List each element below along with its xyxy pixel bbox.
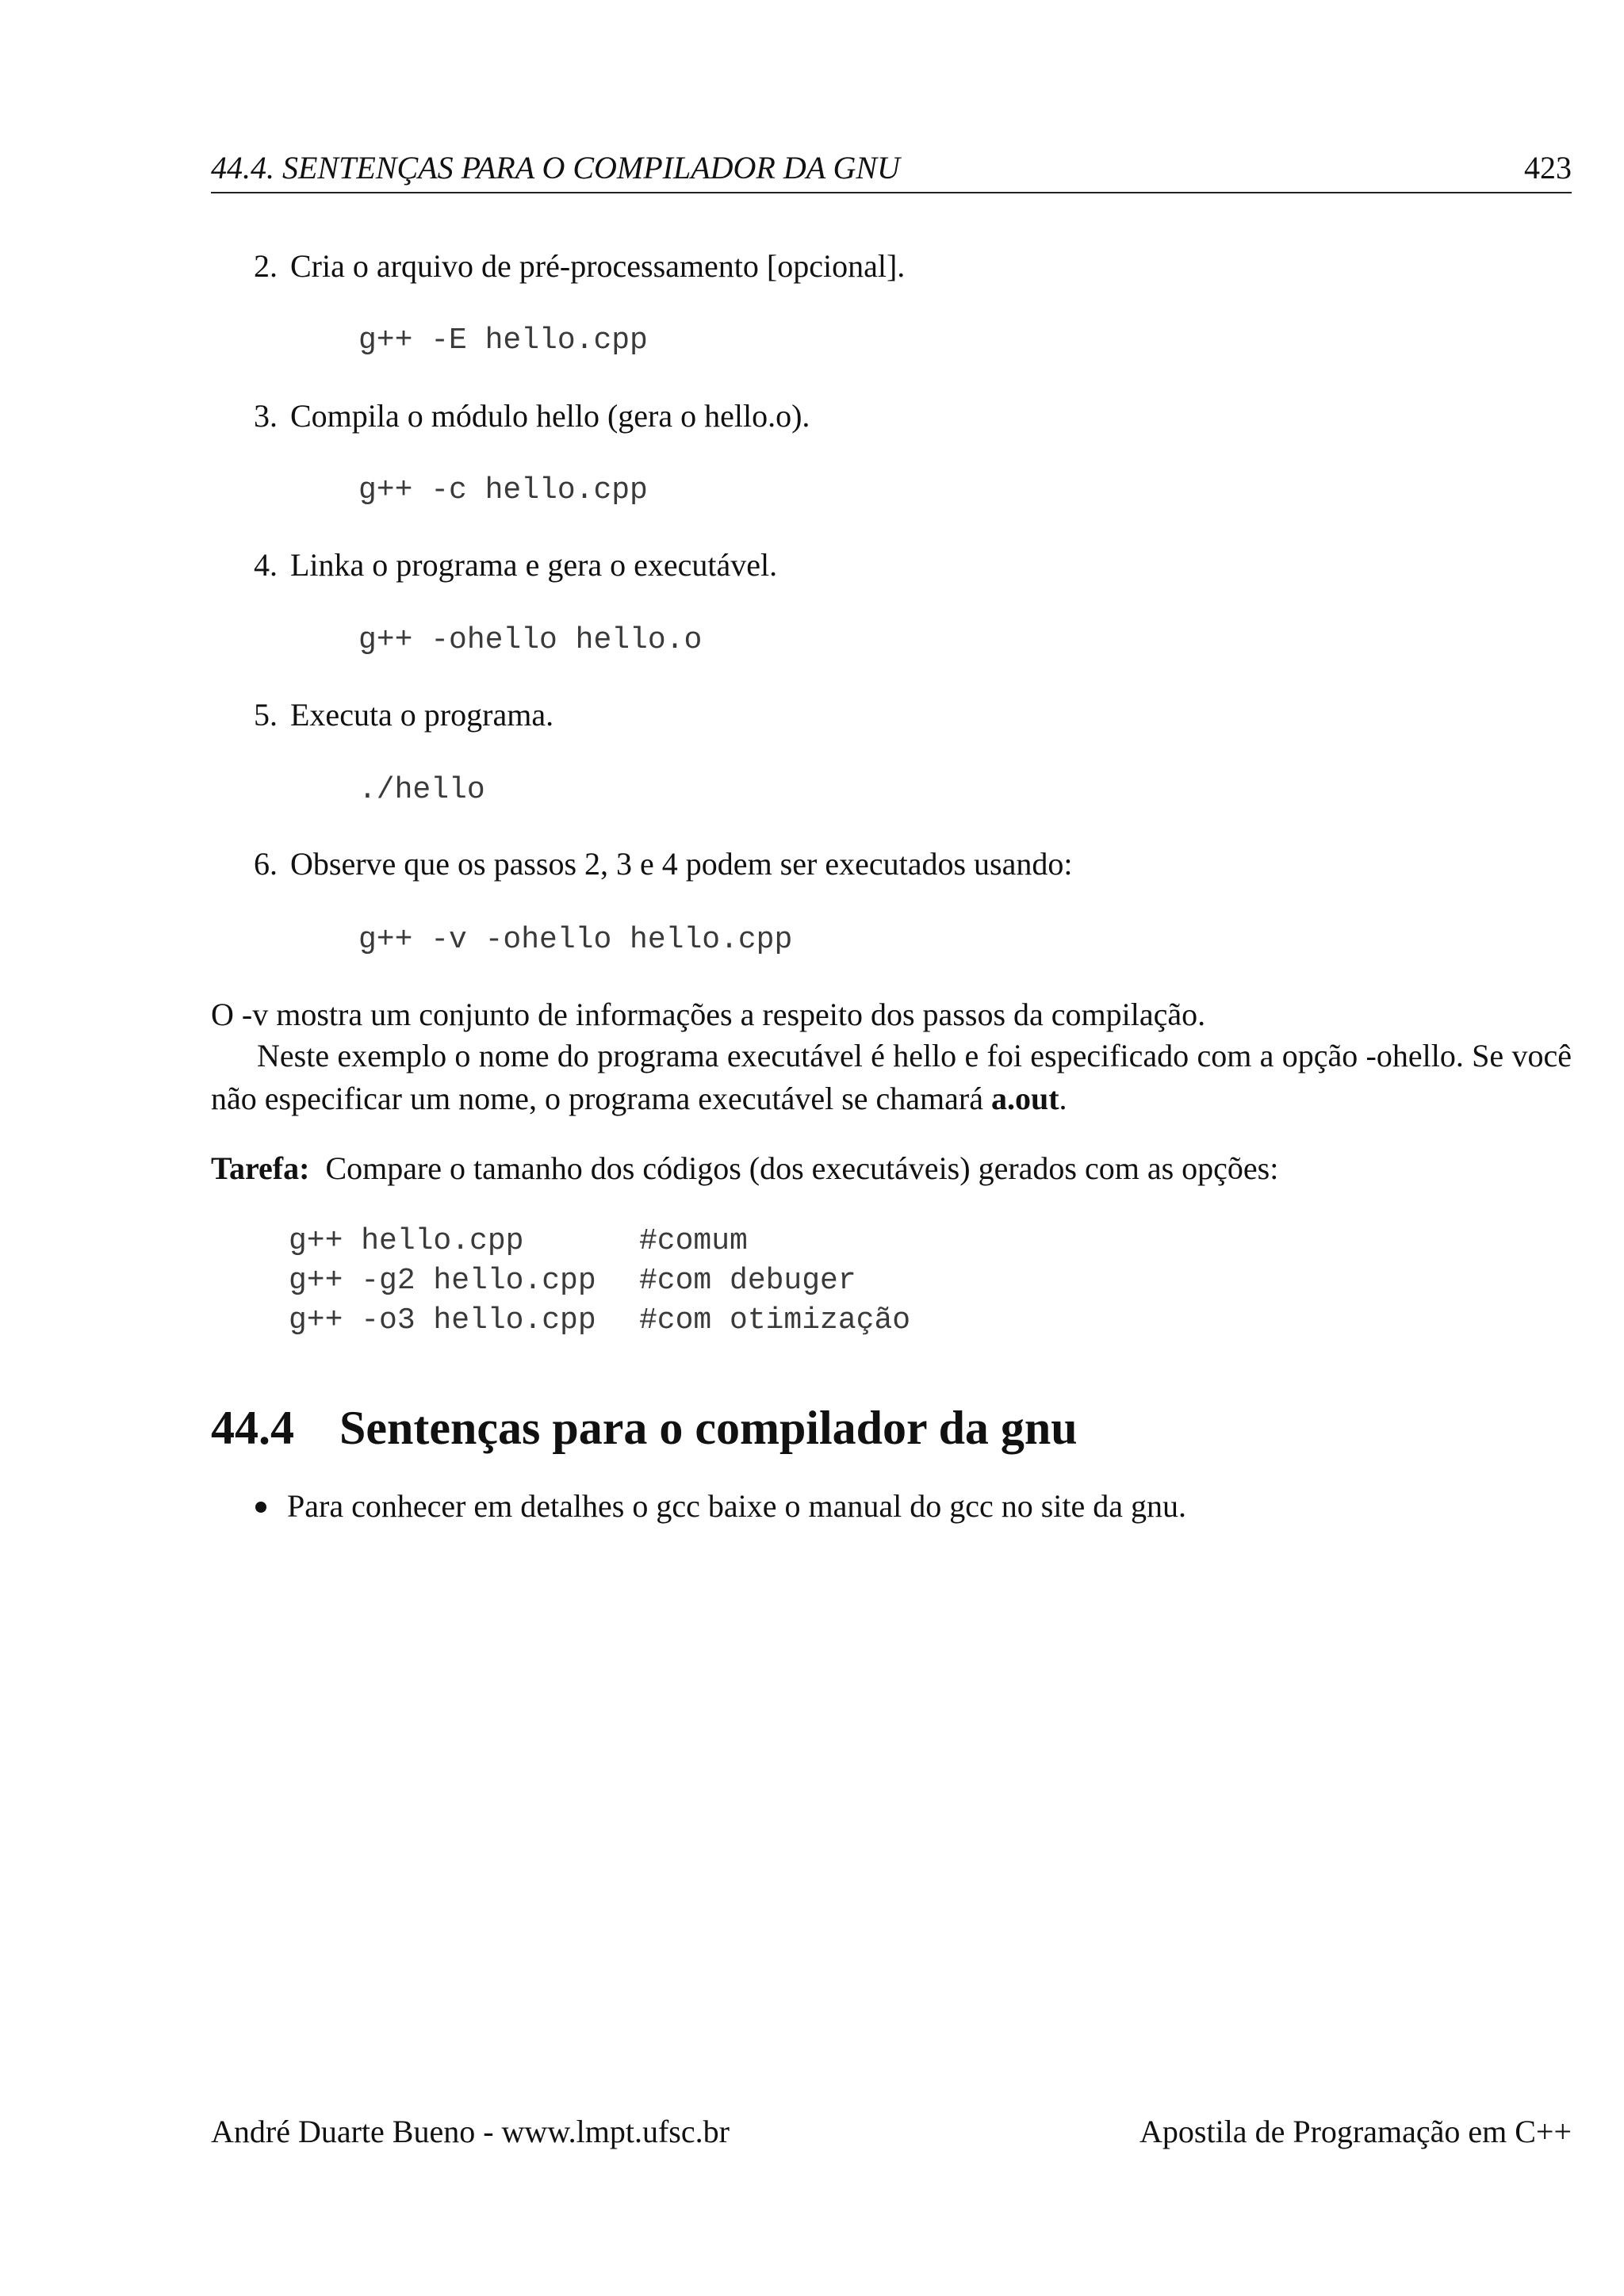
page-number: 423: [1524, 150, 1572, 186]
step-number: 6.: [254, 846, 278, 882]
list-item-step-3: [211, 396, 810, 436]
task-paragraph: [211, 1147, 1572, 1190]
bullet-dot-icon: [255, 1502, 266, 1513]
step-number: 3.: [254, 398, 278, 434]
task-label: Tarefa:: [211, 1150, 310, 1186]
step-number: 5.: [254, 697, 278, 733]
code-line: ./hello: [358, 773, 485, 807]
step-number: 4.: [254, 547, 278, 583]
footer-author: André Duarte Bueno - www.lmpt.ufsc.br: [211, 2114, 730, 2149]
list-item-step-5: [211, 695, 553, 735]
code-command: g++ -o3 hello.cpp: [289, 1303, 596, 1337]
paragraph-verbose-note: O -v mostra um conjunto de informações a respeito dos passos da compilação.: [211, 997, 1206, 1032]
task-text: Compare o tamanho dos códigos (dos executáveis) gerados com as opções:: [325, 1150, 1279, 1186]
code-line: g++ -c hello.cpp: [358, 473, 648, 507]
header-rule: [211, 192, 1572, 193]
section-title: Sentenças para o compilador da gnu: [339, 1402, 1078, 1454]
output-filename: a.out: [990, 1081, 1059, 1116]
code-line: g++ -ohello hello.o: [358, 623, 703, 657]
step-text: Compila o módulo hello (gera o hello.o).: [290, 398, 810, 434]
step-text: Linka o programa e gera o executável.: [290, 547, 778, 583]
code-line: g++ -v -ohello hello.cpp: [358, 923, 793, 957]
code-comment: #comum: [639, 1224, 748, 1258]
footer-book-title: Apostila de Programação em C++: [1139, 2114, 1572, 2149]
list-item-step-4: [211, 545, 777, 585]
paragraph-example: [211, 1035, 1572, 1120]
running-header-title: 44.4. SENTENÇAS PARA O COMPILADOR DA GNU: [211, 150, 900, 186]
running-header: [211, 149, 1572, 187]
step-text: Cria o arquivo de pré-processamento [opcional].: [290, 248, 906, 284]
code-comment: #com debuger: [639, 1264, 856, 1298]
section-number: 44.4: [211, 1402, 294, 1454]
code-line: g++ -E hello.cpp: [358, 323, 648, 358]
bullet-item: [255, 1487, 1186, 1526]
step-text: Observe que os passos 2, 3 e 4 podem ser executados usando:: [290, 846, 1073, 882]
section-heading: [211, 1399, 1078, 1456]
paragraph-example-text: Neste exemplo o nome do programa executável é hello e foi especificado com a opção -ohello. Se você não especificar um nome, o programa executável se chamará: [211, 1038, 1572, 1116]
list-item-step-6: [211, 844, 1072, 884]
code-command: g++ hello.cpp: [289, 1224, 524, 1258]
code-command: g++ -g2 hello.cpp: [289, 1264, 596, 1298]
bullet-text: Para conhecer em detalhes o gcc baixe o manual do gcc no site da gnu.: [287, 1488, 1187, 1524]
code-comment: #com otimização: [639, 1303, 911, 1337]
paragraph-example-end: .: [1059, 1081, 1067, 1116]
step-number: 2.: [254, 248, 278, 284]
list-item-step-2: [211, 247, 905, 286]
step-text: Executa o programa.: [290, 697, 554, 733]
